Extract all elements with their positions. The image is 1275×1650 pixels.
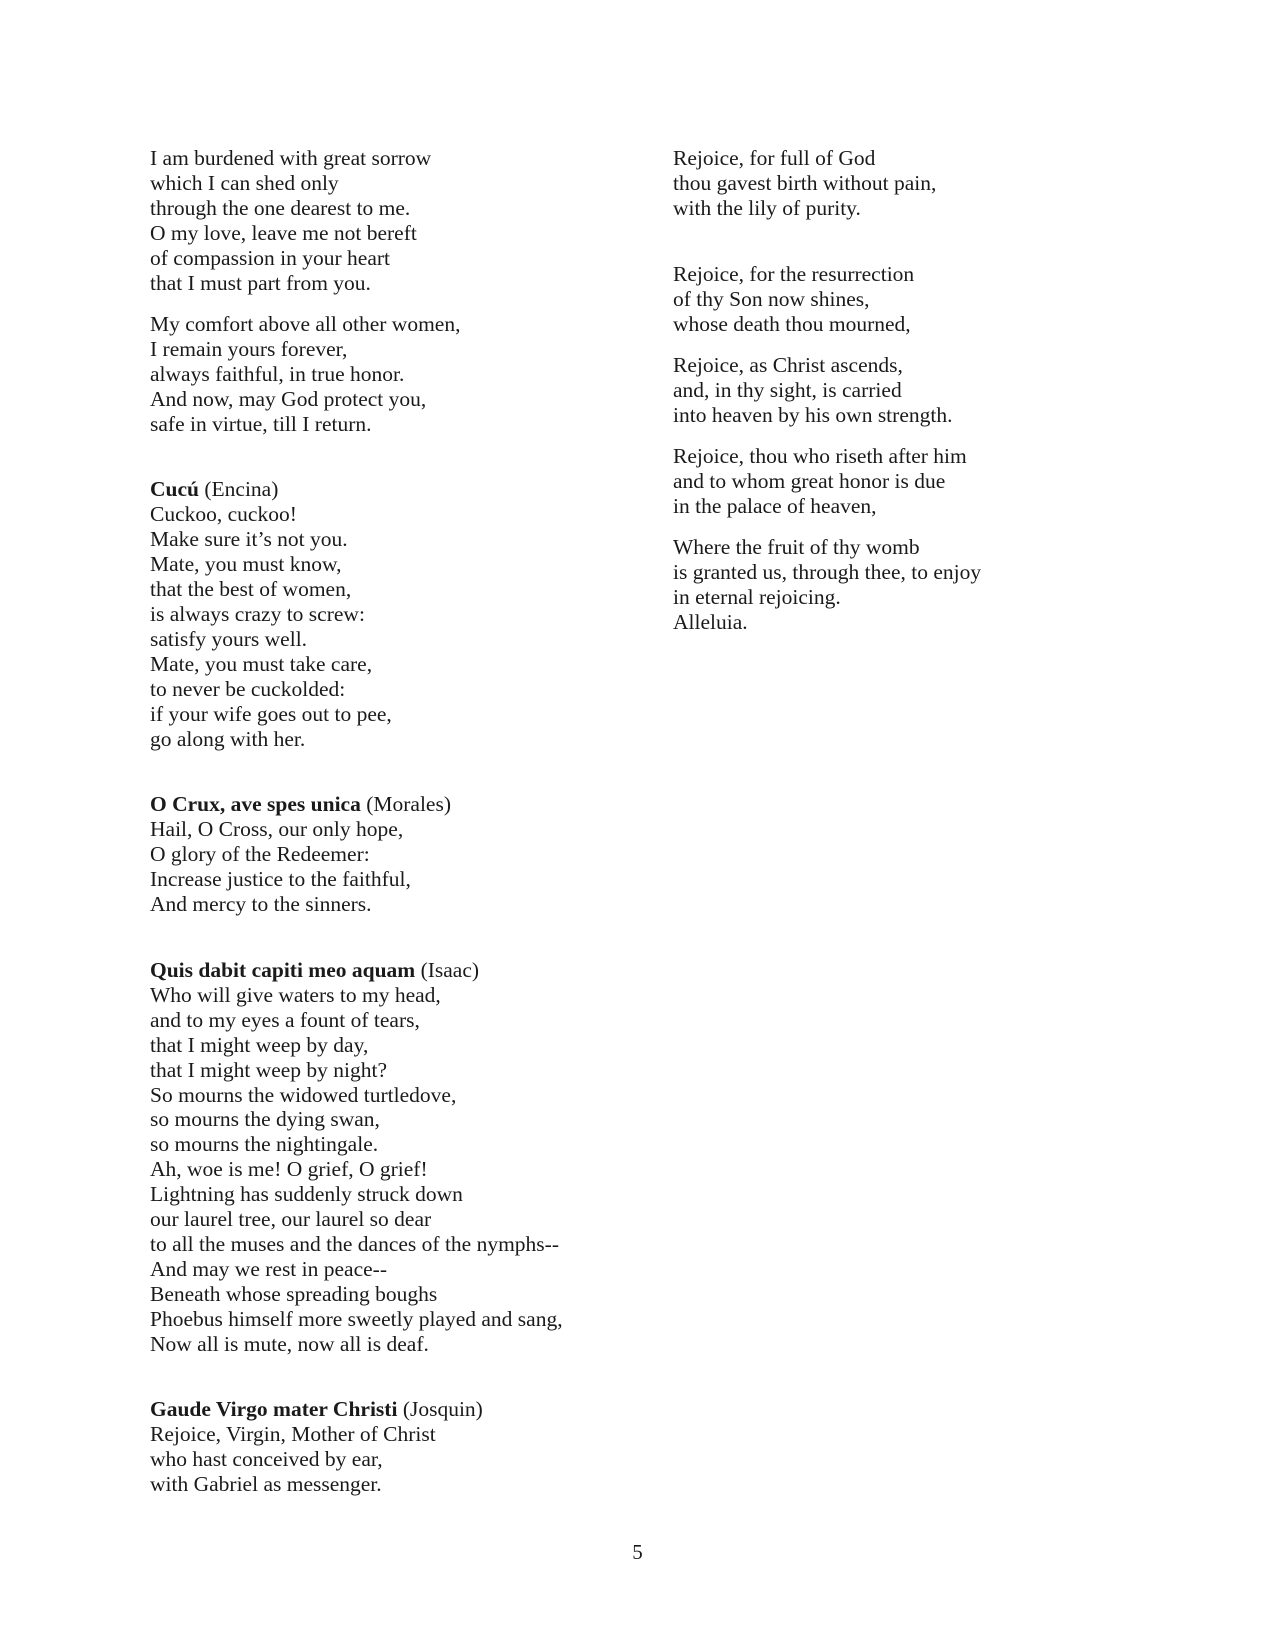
song-title-text: O Crux, ave spes unica <box>150 792 361 817</box>
verse-line: so mourns the dying swan, <box>150 1107 380 1132</box>
verse-line: Ah, woe is me! O grief, O grief! <box>150 1157 428 1182</box>
song-composer: (Isaac) <box>420 957 480 982</box>
song-title <box>150 958 630 983</box>
verse-line: Cuckoo, cuckoo! <box>150 502 297 527</box>
verse-line: And may we rest in peace-- <box>150 1256 387 1281</box>
song-title-text: Quis dabit capiti meo aquam <box>150 957 416 982</box>
verse-line: Increase justice to the faithful, <box>150 867 411 892</box>
verse-line: Rejoice, as Christ ascends, <box>673 352 903 377</box>
song-composer: (Morales) <box>366 792 451 817</box>
verse-line: Beneath whose spreading boughs <box>150 1281 438 1306</box>
song-title <box>150 792 630 817</box>
stanza-gap <box>150 1356 630 1397</box>
verse-line: Rejoice, for the resurrection <box>673 261 915 286</box>
song-title-text: Cucú <box>150 477 199 502</box>
verse-line: Make sure it’s not you. <box>150 527 348 552</box>
stanza <box>673 444 1153 519</box>
verse-line: of thy Son now shines, <box>673 286 870 311</box>
verse-line: in the palace of heaven, <box>673 493 877 518</box>
verse-line: Rejoice, thou who riseth after him <box>673 444 967 469</box>
stanza-gap <box>673 336 1153 353</box>
stanza <box>150 312 630 437</box>
verse-line: safe in virtue, till I return. <box>150 411 372 436</box>
verse-line: Rejoice, Virgin, Mother of Christ <box>150 1422 436 1447</box>
verse-line: Now all is mute, now all is deaf. <box>150 1331 429 1356</box>
stanza-gap <box>150 436 630 477</box>
verse-line: to never be cuckolded: <box>150 676 346 701</box>
verse-line: Alleluia. <box>673 610 748 635</box>
stanza-gap <box>150 295 630 312</box>
verse-line: go along with her. <box>150 726 306 751</box>
verse-line: that I might weep by night? <box>150 1057 388 1082</box>
verse-line: who hast conceived by ear, <box>150 1447 383 1472</box>
verse-line: through the one dearest to me. <box>150 195 411 220</box>
stanza <box>150 983 630 1357</box>
stanza <box>673 262 1153 337</box>
verse-line: that the best of women, <box>150 577 352 602</box>
verse-line: Mate, you must take care, <box>150 651 373 676</box>
stanza-gap <box>150 751 630 792</box>
song-title <box>150 477 630 502</box>
verse-line: Where the fruit of thy womb <box>673 535 920 560</box>
verse-line: and to whom great honor is due <box>673 469 946 494</box>
verse-line: Rejoice, for full of God <box>673 146 876 170</box>
stanza <box>150 502 630 751</box>
song-composer: (Josquin) <box>402 1397 483 1422</box>
stanza-gap <box>673 519 1153 536</box>
verse-line: into heaven by his own strength. <box>673 402 953 427</box>
verse-line: so mourns the nightingale. <box>150 1132 379 1157</box>
verse-line: is always crazy to screw: <box>150 602 365 626</box>
verse-line: Who will give waters to my head, <box>150 982 441 1007</box>
verse-line: So mourns the widowed turtledove, <box>150 1082 457 1107</box>
verse-line: which I can shed only <box>150 170 339 195</box>
stanza <box>673 146 1153 221</box>
verse-line: to all the muses and the dances of the nymphs-- <box>150 1231 559 1256</box>
verse-line: I am burdened with great sorrow <box>150 146 432 170</box>
right-column <box>673 146 1153 635</box>
verse-line: Mate, you must know, <box>150 552 342 577</box>
stanza <box>150 817 630 917</box>
stanza <box>150 146 630 295</box>
verse-line: of compassion in your heart <box>150 245 391 270</box>
verse-line: is granted us, through thee, to enjoy <box>673 560 982 585</box>
stanza <box>673 353 1153 428</box>
stanza <box>673 535 1153 635</box>
verse-line: always faithful, in true honor. <box>150 361 405 386</box>
verse-line: with the lily of purity. <box>673 195 861 220</box>
verse-line: that I must part from you. <box>150 270 371 295</box>
verse-line: that I might weep by day, <box>150 1032 369 1057</box>
verse-line: satisfy yours well. <box>150 626 308 651</box>
page-number: 5 <box>632 1540 643 1564</box>
verse-line: O glory of the Redeemer: <box>150 842 370 867</box>
verse-line: if your wife goes out to pee, <box>150 701 392 726</box>
verse-line: in eternal rejoicing. <box>673 585 841 610</box>
song-title-text: Gaude Virgo mater Christi <box>150 1397 398 1422</box>
verse-line: thou gavest birth without pain, <box>673 170 937 195</box>
verse-line: Phoebus himself more sweetly played and sang, <box>150 1306 563 1331</box>
verse-line: And now, may God protect you, <box>150 386 427 411</box>
left-column <box>150 146 630 1497</box>
verse-line: with Gabriel as messenger. <box>150 1472 382 1497</box>
verse-line: and, in thy sight, is carried <box>673 377 902 402</box>
stanza-gap <box>150 917 630 958</box>
stanza <box>150 1422 630 1497</box>
verse-line: My comfort above all other women, <box>150 311 461 336</box>
song-title <box>150 1397 630 1422</box>
verse-line: Hail, O Cross, our only hope, <box>150 817 404 842</box>
verse-line: O my love, leave me not bereft <box>150 220 417 245</box>
verse-line: and to my eyes a fount of tears, <box>150 1007 420 1032</box>
verse-line: And mercy to the sinners. <box>150 892 372 917</box>
stanza-gap <box>673 221 1153 262</box>
song-composer: (Encina) <box>204 477 279 502</box>
verse-line: whose death thou mourned, <box>673 311 911 336</box>
stanza-gap <box>673 428 1153 445</box>
verse-line: our laurel tree, our laurel so dear <box>150 1207 432 1232</box>
verse-line: I remain yours forever, <box>150 336 348 361</box>
verse-line: Lightning has suddenly struck down <box>150 1182 463 1207</box>
